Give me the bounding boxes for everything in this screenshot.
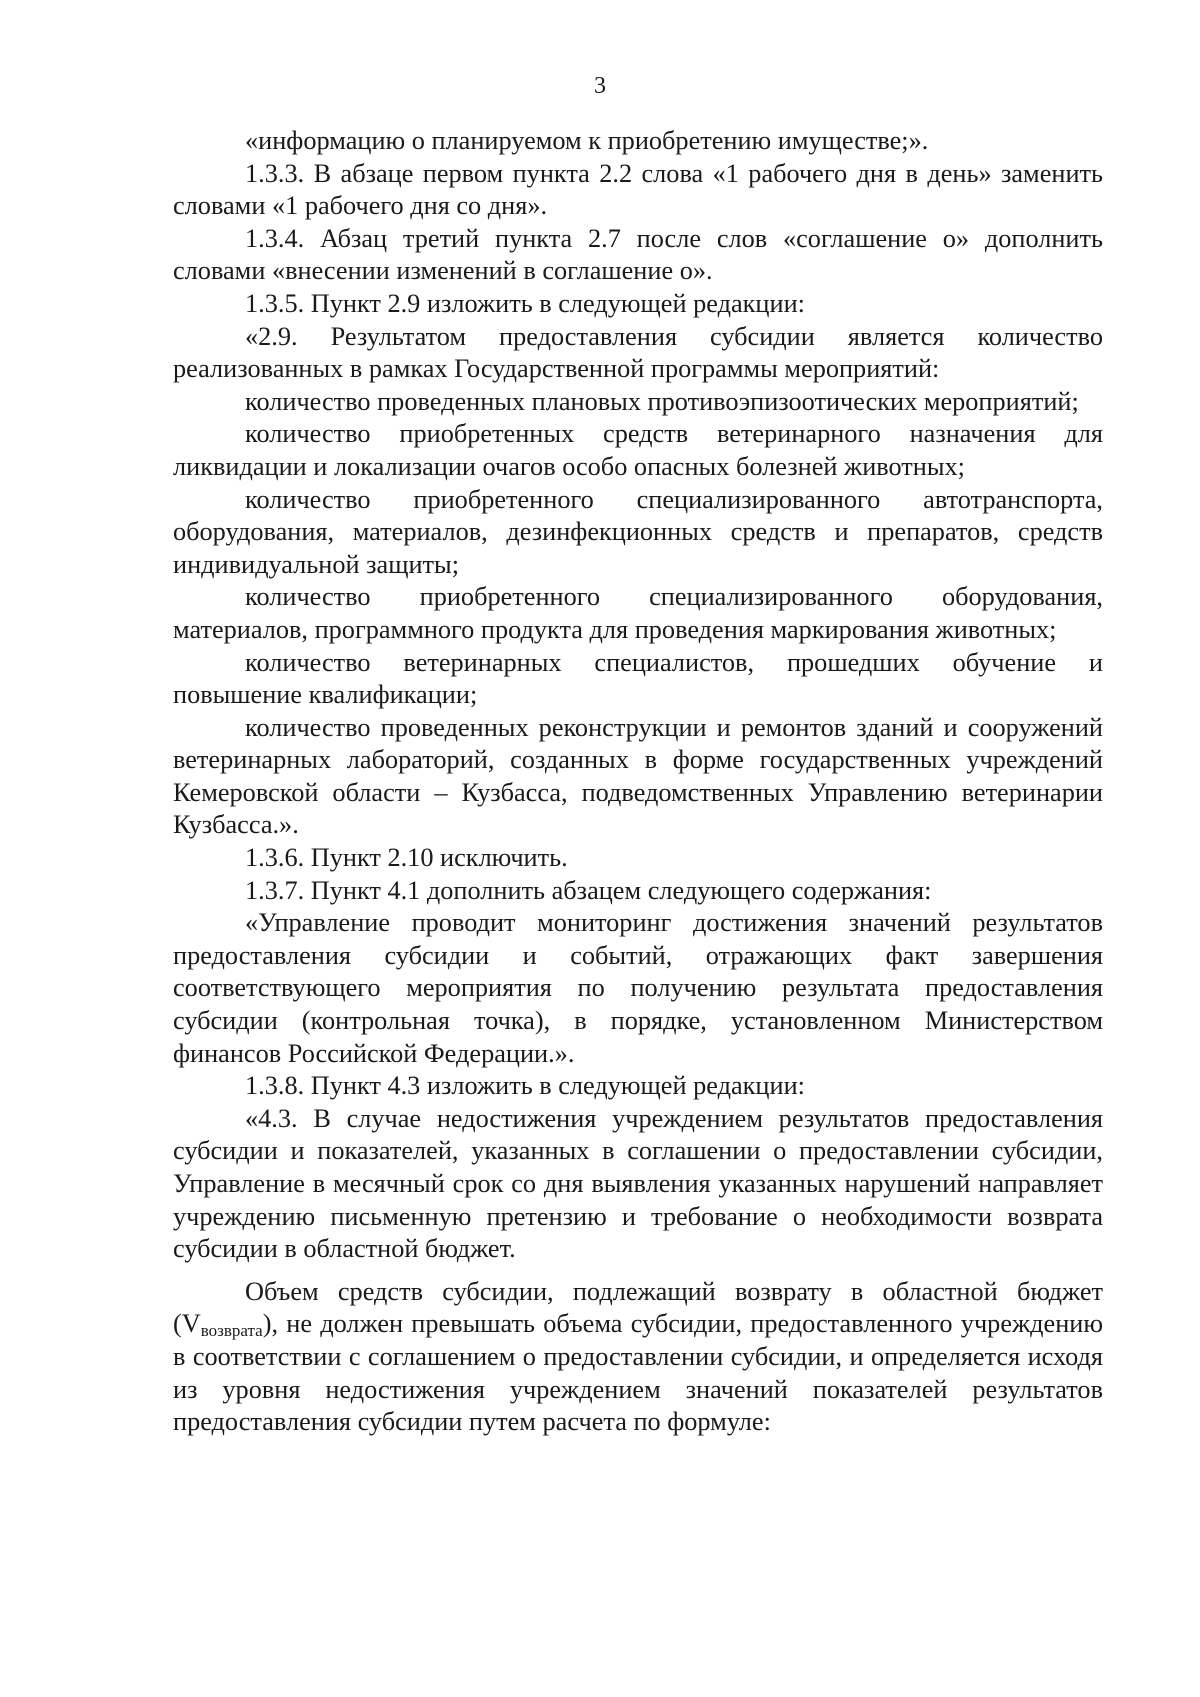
paragraph-1-3-7: 1.3.7. Пункт 4.1 дополнить абзацем следующего содержания:	[245, 875, 932, 905]
paragraph-monitoring: «Управление проводит мониторинг достижения значений результатов предоставления субсидии и событий, отражающих факт завершения соответствующего мероприятия по получению результата предоставления субсидии (контрольная точка), в порядке, установленном Министерством финансов Российской Федерации.».	[173, 908, 1103, 1068]
list-item-veterinary-means: количество приобретенных средств ветеринарного назначения для ликвидации и локализации очагов особо опасных болезней животных;	[173, 419, 1103, 481]
refund-volume-subscript: возврата	[200, 1321, 263, 1341]
page-number: 3	[594, 73, 606, 99]
paragraph-property-info: «информацию о планируемом к приобретению имуществе;».	[245, 126, 929, 155]
list-item-specialized-vehicles: количество приобретенного специализированного автотранспорта, оборудования, материалов, дезинфекционных средств и препаратов, средств индивидуальной защиты;	[173, 484, 1103, 579]
paragraph-2-9-result: «2.9. Результатом предоставления субсидии является количество реализованных в рамках Государственной программы мероприятий:	[173, 321, 1103, 384]
paragraph-1-3-6: 1.3.6. Пункт 2.10 исключить.	[245, 843, 568, 873]
refund-volume-lead: Объем средств субсидии, подлежащий возврату в областной бюджет (V	[173, 1276, 1103, 1339]
list-item-specialists-training: количество ветеринарных специалистов, прошедших обучение и повышение квалификации;	[173, 647, 1103, 710]
paragraph-4-3-claim: «4.3. В случае недостижения учреждением результатов предоставления субсидии и показателей, указанных в соглашении о предоставлении субсидии, Управление в месячный срок со дня выявления указанных нарушений направляет учреждению письменную претензию и требование о необходимости возврата субсидии в областной бюджет.	[173, 1103, 1103, 1264]
paragraph-1-3-8: 1.3.8. Пункт 4.3 изложить в следующей редакции:	[245, 1071, 805, 1101]
paragraph-1-3-4: 1.3.4. Абзац третий пункта 2.7 после слов «соглашение о» дополнить словами «внесении изменений в соглашение о».	[173, 223, 1103, 286]
paragraph-refund-volume	[173, 1276, 1103, 1439]
list-item-antiepizootic-measures: количество проведенных плановых противоэпизоотических мероприятий;	[245, 386, 1079, 416]
refund-volume-tail: ), не должен превышать объема субсидии, предоставленного учреждению в соответствии с соглашением о предоставлении субсидии, и определяется исходя из уровня недостижения учреждением значений показателей результатов предоставления субсидии путем расчета по формуле:	[173, 1309, 1103, 1437]
document-body	[173, 125, 1103, 1439]
list-item-marking-equipment: количество приобретенного специализированного оборудования, материалов, программного продукта для проведения маркирования животных;	[173, 582, 1103, 644]
paragraph-1-3-3: 1.3.3. В абзаце первом пункта 2.2 слова «1 рабочего дня в день» заменить словами «1 рабочего дня со дня».	[173, 158, 1103, 221]
list-item-laboratory-repairs: количество проведенных реконструкции и ремонтов зданий и сооружений ветеринарных лабораторий, созданных в форме государственных учреждений Кемеровской области – Кузбасса, подведомственных Управлению ветеринарии Кузбасса.».	[173, 712, 1103, 840]
paragraph-1-3-5: 1.3.5. Пункт 2.9 изложить в следующей редакции:	[245, 288, 805, 318]
